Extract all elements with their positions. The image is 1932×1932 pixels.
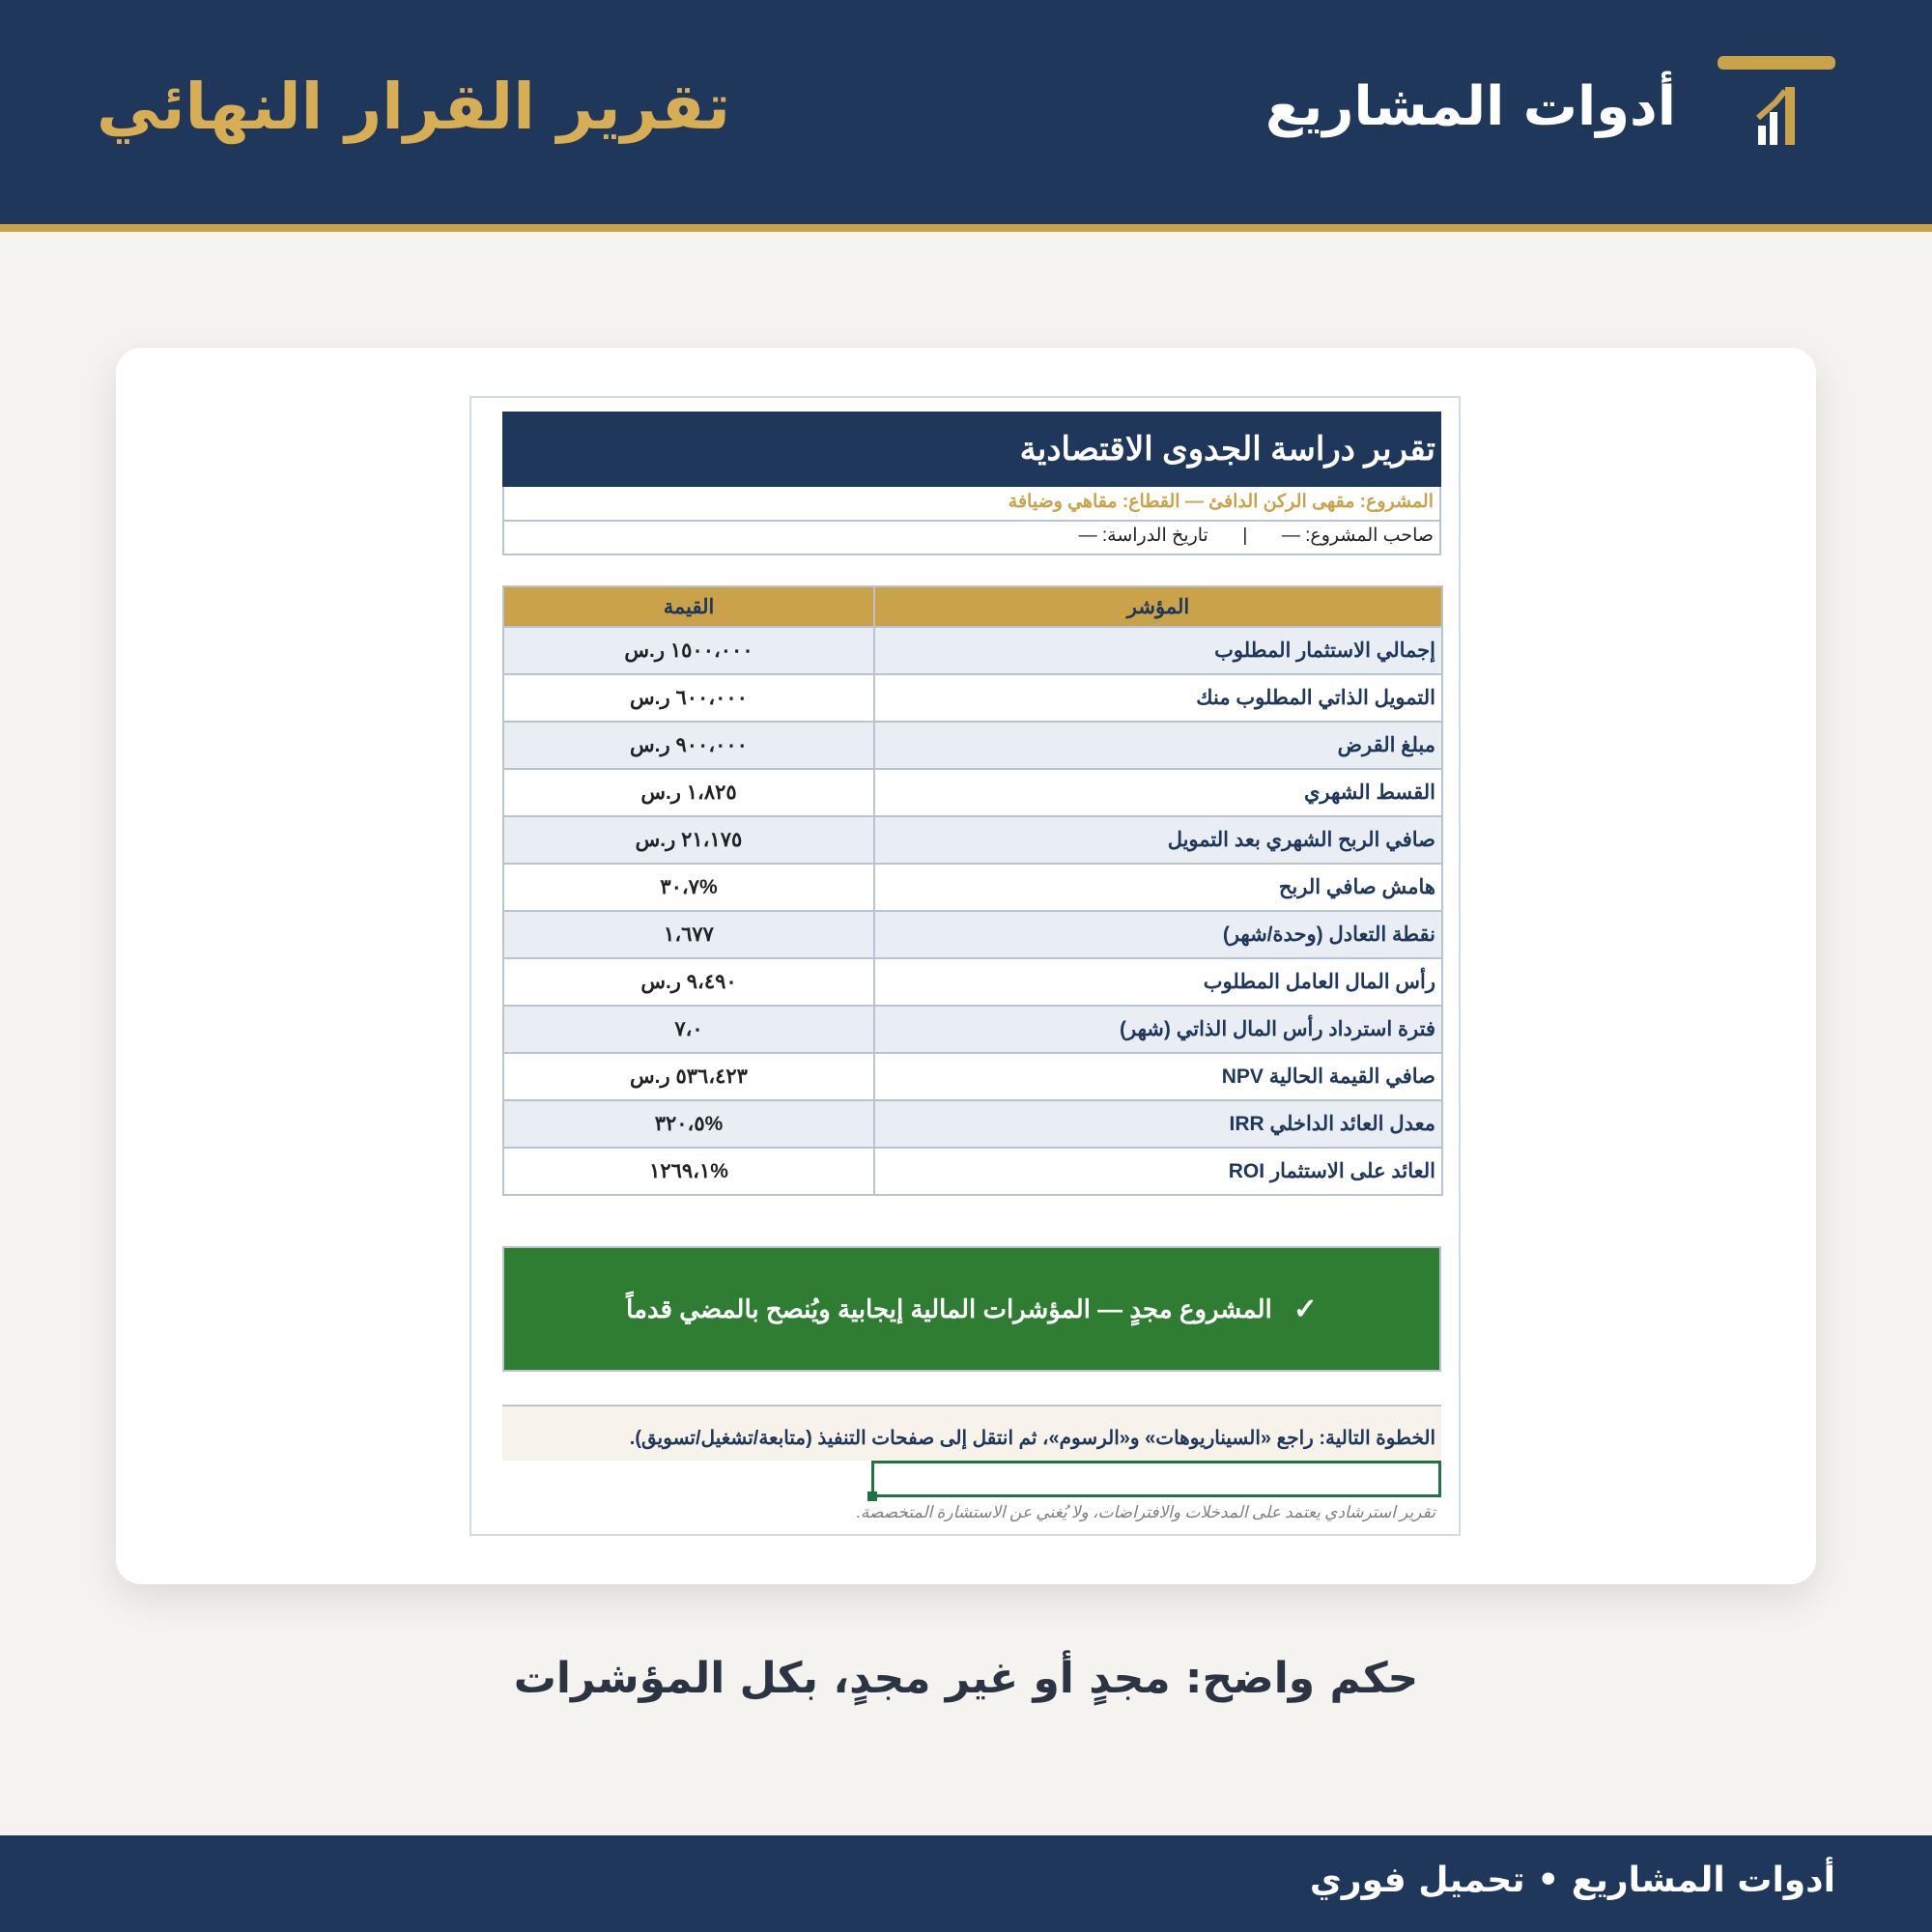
report-title: تقرير دراسة الجدوى الاقتصادية: [502, 412, 1441, 487]
indicator-cell[interactable]: صافي الربح الشهري بعد التمويل: [874, 816, 1442, 864]
selected-cell-outline[interactable]: [871, 1461, 1441, 1497]
indicator-cell[interactable]: معدل العائد الداخلي IRR: [874, 1100, 1442, 1148]
column-header-indicator[interactable]: المؤشر: [874, 586, 1442, 627]
value-cell[interactable]: ٩٠٠،٠٠٠ ر.س: [503, 722, 874, 769]
fill-handle[interactable]: [867, 1492, 877, 1501]
table-row: [503, 769, 1442, 816]
next-step-note[interactable]: الخطوة التالية: راجع «السيناريوهات» و«الرسوم»، ثم انتقل إلى صفحات التنفيذ (متابعة/تشغيل/تسويق).: [502, 1405, 1441, 1461]
value-cell[interactable]: ٩،٤٩٠ ر.س: [503, 958, 874, 1006]
footer-text: أدوات المشاريع • تحميل فوري: [1309, 1861, 1835, 1900]
table-row: [503, 1100, 1442, 1148]
top-header: [0, 0, 1932, 232]
table-row: [503, 627, 1442, 674]
indicator-cell[interactable]: هامش صافي الربح: [874, 864, 1442, 911]
indicators-table: [502, 585, 1443, 1196]
table-row: [503, 958, 1442, 1006]
table-row: [503, 911, 1442, 958]
growth-chart-logo-icon: [1716, 54, 1837, 151]
indicator-cell[interactable]: رأس المال العامل المطلوب: [874, 958, 1442, 1006]
value-cell[interactable]: ١٥٠٠،٠٠٠ ر.س: [503, 627, 874, 674]
value-cell[interactable]: ٥٣٦،٤٢٣ ر.س: [503, 1053, 874, 1100]
column-header-value[interactable]: القيمة: [503, 586, 874, 627]
value-cell[interactable]: ٧،٠: [503, 1006, 874, 1053]
table-row: [503, 1053, 1442, 1100]
footer-bar: [0, 1835, 1932, 1932]
table-row: [503, 864, 1442, 911]
report-project-line: المشروع: مقهى الركن الدافئ — القطاع: مقاهي وضيافة: [502, 487, 1441, 522]
indicator-cell[interactable]: مبلغ القرض: [874, 722, 1442, 769]
page-heading: تقرير القرار النهائي: [97, 70, 730, 144]
value-cell[interactable]: %٣٢٠،٥: [503, 1100, 874, 1148]
checkmark-icon: ✓: [1293, 1293, 1318, 1325]
value-cell[interactable]: %٣٠،٧: [503, 864, 874, 911]
verdict-banner[interactable]: [502, 1246, 1441, 1372]
brand-name: أدوات المشاريع: [1264, 75, 1676, 138]
table-row: [503, 816, 1442, 864]
value-cell[interactable]: ٢١،١٧٥ ر.س: [503, 816, 874, 864]
owner-label: صاحب المشروع: —: [1281, 526, 1434, 546]
table-row: [503, 674, 1442, 722]
indicator-cell[interactable]: فترة استرداد رأس المال الذاتي (شهر): [874, 1006, 1442, 1053]
indicator-cell[interactable]: التمويل الذاتي المطلوب منك: [874, 674, 1442, 722]
indicator-cell[interactable]: العائد على الاستثمار ROI: [874, 1148, 1442, 1195]
value-cell[interactable]: ١،٦٧٧: [503, 911, 874, 958]
verdict-text: المشروع مجدٍ — المؤشرات المالية إيجابية ويُنصح بالمضي قدماً: [626, 1293, 1272, 1323]
table-row: [503, 1006, 1442, 1053]
indicator-cell[interactable]: نقطة التعادل (وحدة/شهر): [874, 911, 1442, 958]
table-row: [503, 1148, 1442, 1195]
value-cell[interactable]: ٦٠٠،٠٠٠ ر.س: [503, 674, 874, 722]
value-cell[interactable]: ١،٨٢٥ ر.س: [503, 769, 874, 816]
indicator-cell[interactable]: إجمالي الاستثمار المطلوب: [874, 627, 1442, 674]
value-cell[interactable]: %١٢٦٩،١: [503, 1148, 874, 1195]
indicator-cell[interactable]: صافي القيمة الحالية NPV: [874, 1053, 1442, 1100]
report-owner-line: [502, 521, 1441, 555]
indicator-cell[interactable]: القسط الشهري: [874, 769, 1442, 816]
owner-separator: |: [1242, 526, 1248, 546]
table-row: [503, 722, 1442, 769]
table-header-row: [503, 586, 1442, 627]
disclaimer-note: تقرير استرشادي يعتمد على المدخلات والافتراضات، ولا يُغني عن الاستشارة المتخصصة.: [856, 1503, 1435, 1521]
caption: حكم واضح: مجدٍ أو غير مجدٍ، بكل المؤشرات: [513, 1654, 1419, 1703]
date-label: تاريخ الدراسة: —: [1078, 526, 1208, 546]
